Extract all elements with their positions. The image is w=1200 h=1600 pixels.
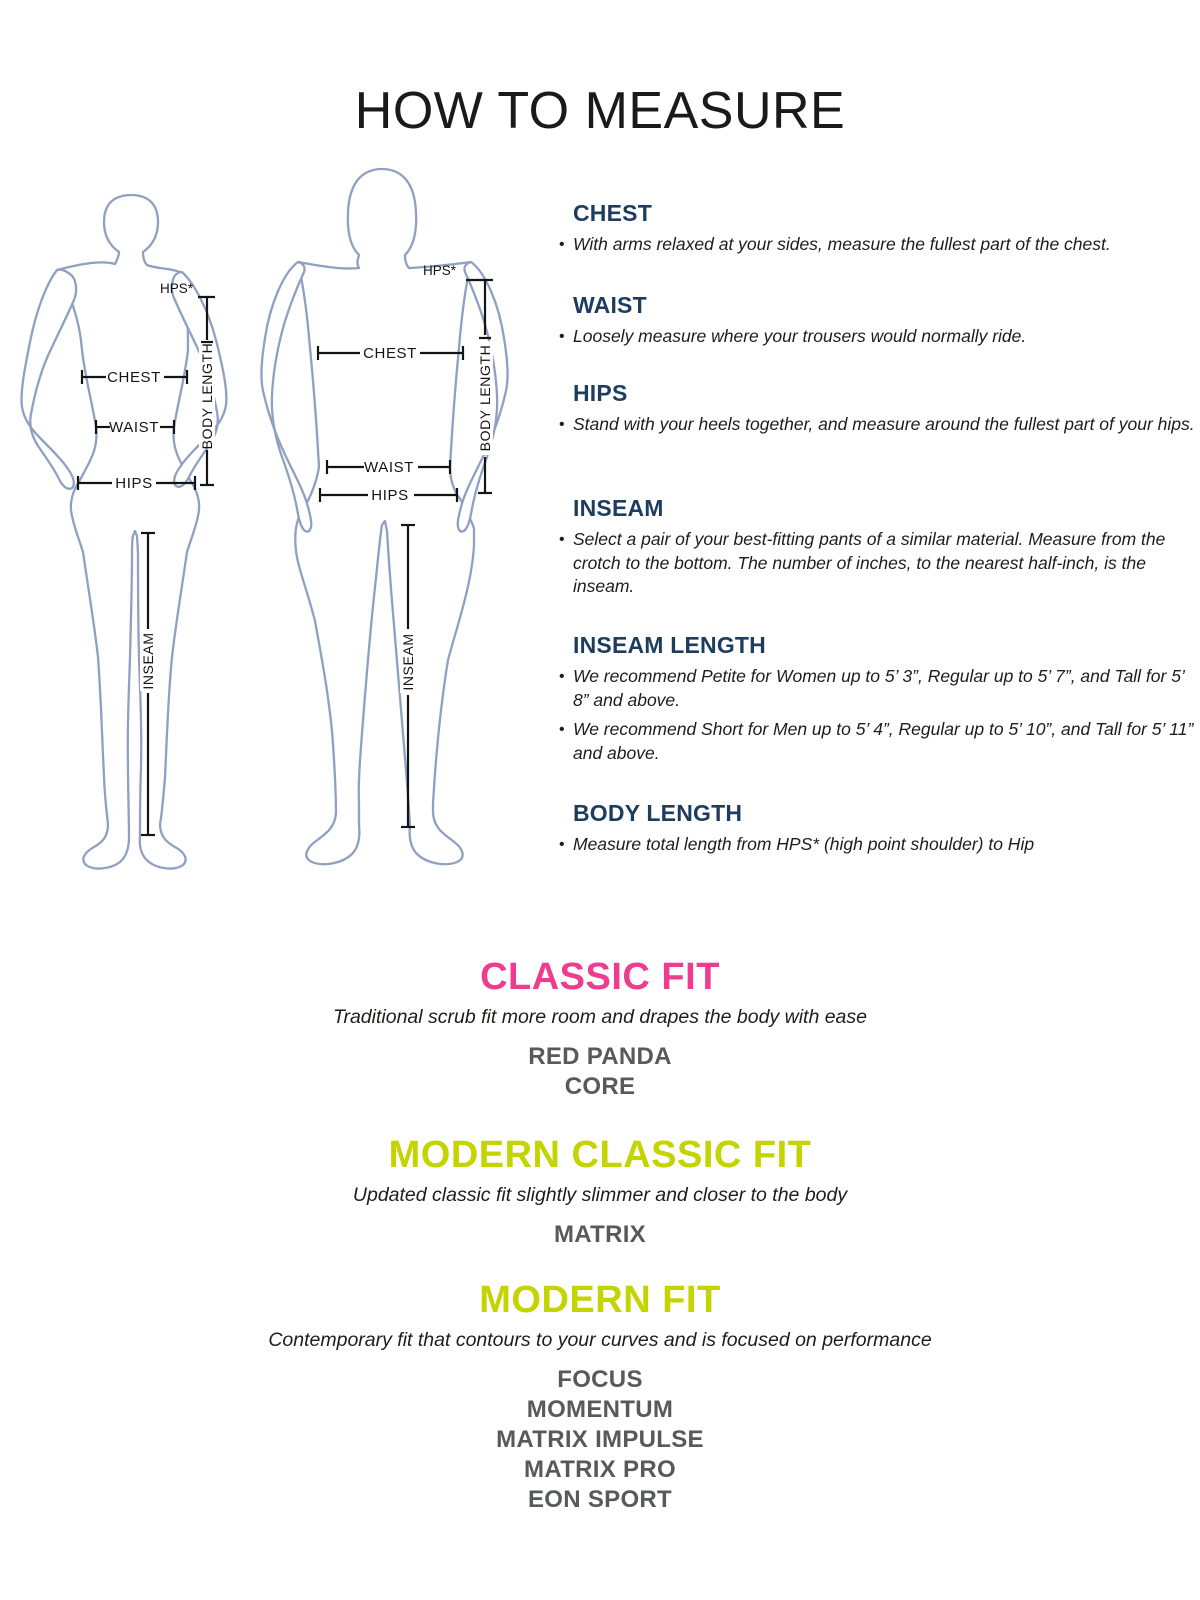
product-name: RED PANDA — [528, 1043, 672, 1070]
fit-name: CLASSIC FIT — [480, 956, 720, 998]
male-body-length-label: BODY LENGTH — [477, 344, 493, 452]
female-left-arm-outline — [22, 270, 77, 489]
male-chest-label: CHEST — [363, 345, 417, 362]
section-bullets — [548, 665, 1196, 765]
fit-block-modern — [0, 1279, 1200, 1515]
section-heading: CHEST — [573, 200, 652, 226]
section-heading: INSEAM — [573, 495, 664, 521]
female-inseam-label: INSEAM — [140, 632, 156, 690]
fit-block-classic — [0, 956, 1200, 1102]
female-chest-label: CHEST — [107, 369, 161, 386]
female-figure-diagram — [10, 192, 240, 882]
fit-products — [0, 1365, 1200, 1515]
bullet-item: • Measure total length from HPS* (high point shoulder) to Hip — [548, 833, 1196, 857]
section-waist — [548, 292, 1196, 349]
section-inseam — [548, 495, 1196, 599]
product-name: MATRIX PRO — [524, 1456, 676, 1483]
product-name: FOCUS — [557, 1366, 643, 1393]
fit-products — [0, 1220, 1200, 1250]
bullet-item: • Loosely measure where your trousers would normally ride. — [548, 325, 1196, 349]
fit-block-modern-classic — [0, 1134, 1200, 1250]
product-name: EON SPORT — [527, 1486, 673, 1513]
product-name: MOMENTUM — [526, 1396, 674, 1423]
fit-description: Traditional scrub fit more room and drapes the body with ease — [333, 1006, 867, 1028]
male-body-silhouette — [261, 169, 507, 864]
bullet-item: • We recommend Short for Men up to 5’ 4”, Regular up to 5’ 10”, and Tall for 5’ 11” and above. — [548, 718, 1196, 765]
fit-description: Updated classic fit slightly slimmer and closer to the body — [352, 1184, 848, 1206]
section-bullets — [548, 233, 1196, 257]
male-figure-diagram — [258, 163, 520, 878]
bullet-item: • We recommend Petite for Women up to 5’ 3”, Regular up to 5’ 7”, and Tall for 5’ 8” and above. — [548, 665, 1196, 712]
product-name: CORE — [564, 1073, 636, 1100]
bullet-item: • Select a pair of your best-fitting pants of a similar material. Measure from the crotch to the bottom. The number of inches, to the nearest half-inch, is the inseam. — [548, 528, 1196, 599]
product-name: MATRIX IMPULSE — [496, 1426, 704, 1453]
section-heading: BODY LENGTH — [573, 800, 743, 826]
page-title: HOW TO MEASURE — [354, 81, 846, 140]
section-hips — [548, 380, 1196, 437]
section-bullets — [548, 413, 1196, 437]
male-hps-label: HPS* — [423, 263, 457, 278]
fit-products — [0, 1042, 1200, 1102]
section-chest — [548, 200, 1196, 257]
bullet-item: • With arms relaxed at your sides, measure the fullest part of the chest. — [548, 233, 1196, 257]
product-name: MATRIX — [553, 1221, 646, 1248]
fit-name: MODERN FIT — [479, 1279, 721, 1321]
section-bullets — [548, 528, 1196, 599]
bullet-item: • Stand with your heels together, and measure around the fullest part of your hips. — [548, 413, 1196, 437]
section-heading: INSEAM LENGTH — [573, 632, 766, 658]
female-body-silhouette — [22, 195, 227, 869]
section-heading: HIPS — [573, 380, 628, 406]
male-waist-label: WAIST — [364, 459, 414, 476]
fit-name: MODERN CLASSIC FIT — [388, 1134, 812, 1176]
fit-description: Contemporary fit that contours to your curves and is focused on performance — [268, 1329, 932, 1351]
male-left-arm-outline — [261, 262, 311, 532]
section-bullets — [548, 833, 1196, 857]
female-hps-label: HPS* — [160, 281, 194, 296]
female-hips-label: HIPS — [115, 475, 153, 492]
male-inseam-label: INSEAM — [400, 633, 416, 691]
male-hips-label: HIPS — [371, 487, 409, 504]
female-waist-label: WAIST — [109, 419, 159, 436]
section-inseam-length — [548, 632, 1196, 765]
female-body-length-label: BODY LENGTH — [199, 342, 215, 450]
section-heading: WAIST — [573, 292, 647, 318]
section-bullets — [548, 325, 1196, 349]
section-body-length — [548, 800, 1196, 857]
